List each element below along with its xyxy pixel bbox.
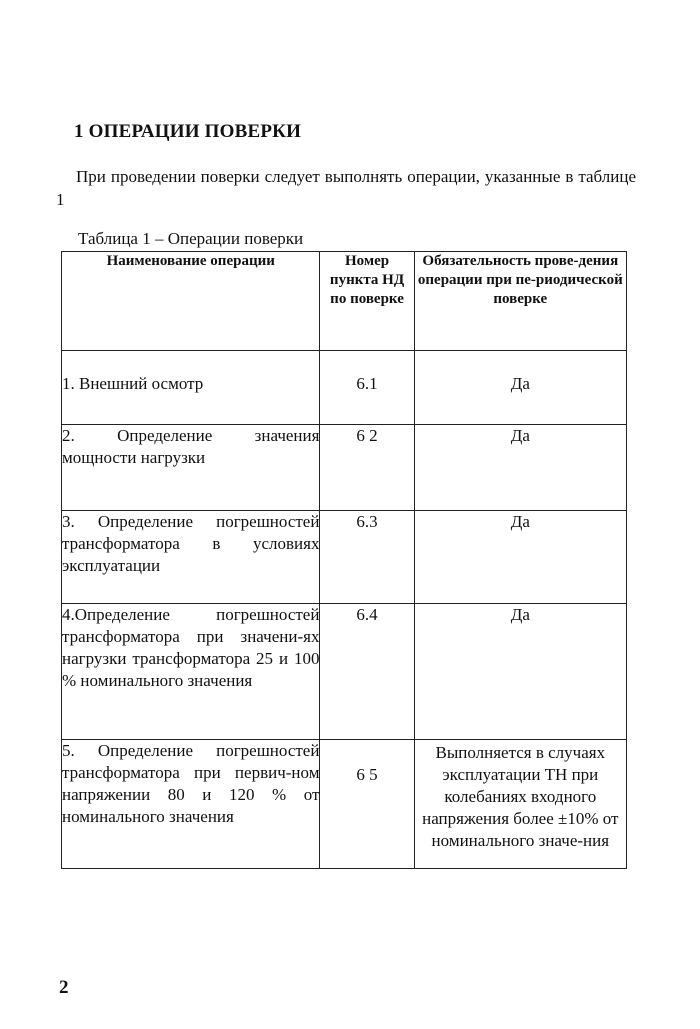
table-row: [62, 351, 627, 425]
page-number: 2: [59, 977, 69, 998]
table-row: [62, 511, 627, 604]
table-caption: Таблица 1 – Операции поверки: [78, 229, 304, 248]
section-heading: 1 ОПЕРАЦИИ ПОВЕРКИ: [74, 121, 302, 142]
mandatory-cell: Да: [414, 604, 626, 740]
table-row: [62, 604, 627, 740]
mandatory-cell: Да: [414, 351, 626, 425]
item-number-cell: 6 2: [320, 425, 414, 511]
operation-name-cell: 2. Определение значения мощности нагрузки: [62, 425, 320, 511]
operations-table: [61, 251, 627, 869]
mandatory-cell: Выполняется в случаях эксплуатации ТН при колебаниях входного напряжения более ±10% от номинального значе-ния: [414, 740, 626, 869]
table-row: [62, 740, 627, 869]
item-number-cell: 6.4: [320, 604, 414, 740]
table-row: [62, 425, 627, 511]
header-operation-name: Наименование операции: [62, 252, 320, 351]
operation-name-cell: 4.Определение погрешностей трансформатора при значени-ях нагрузки трансформатора 25 и 100 % номинального значения: [62, 604, 320, 740]
intro-paragraph: При проведении поверки следует выполнять операции, указанные в таблице 1: [56, 167, 636, 209]
header-mandatory: Обязательность прове-дения операции при пе-риодической поверке: [414, 252, 626, 351]
item-number-cell: 6.3: [320, 511, 414, 604]
mandatory-cell: Да: [414, 511, 626, 604]
item-number-cell: 6 5: [320, 740, 414, 869]
item-number-cell: 6.1: [320, 351, 414, 425]
header-item-number: Номер пункта НД по поверке: [320, 252, 414, 351]
operation-name-cell: 5. Определение погрешностей трансформатора при первич-ном напряжении 80 и 120 % от номинального значения: [62, 740, 320, 869]
table-header-row: [62, 252, 627, 351]
operation-name-cell: 1. Внешний осмотр: [62, 351, 320, 425]
operation-name-cell: 3. Определение погрешностей трансформатора в условиях эксплуатации: [62, 511, 320, 604]
mandatory-cell: Да: [414, 425, 626, 511]
